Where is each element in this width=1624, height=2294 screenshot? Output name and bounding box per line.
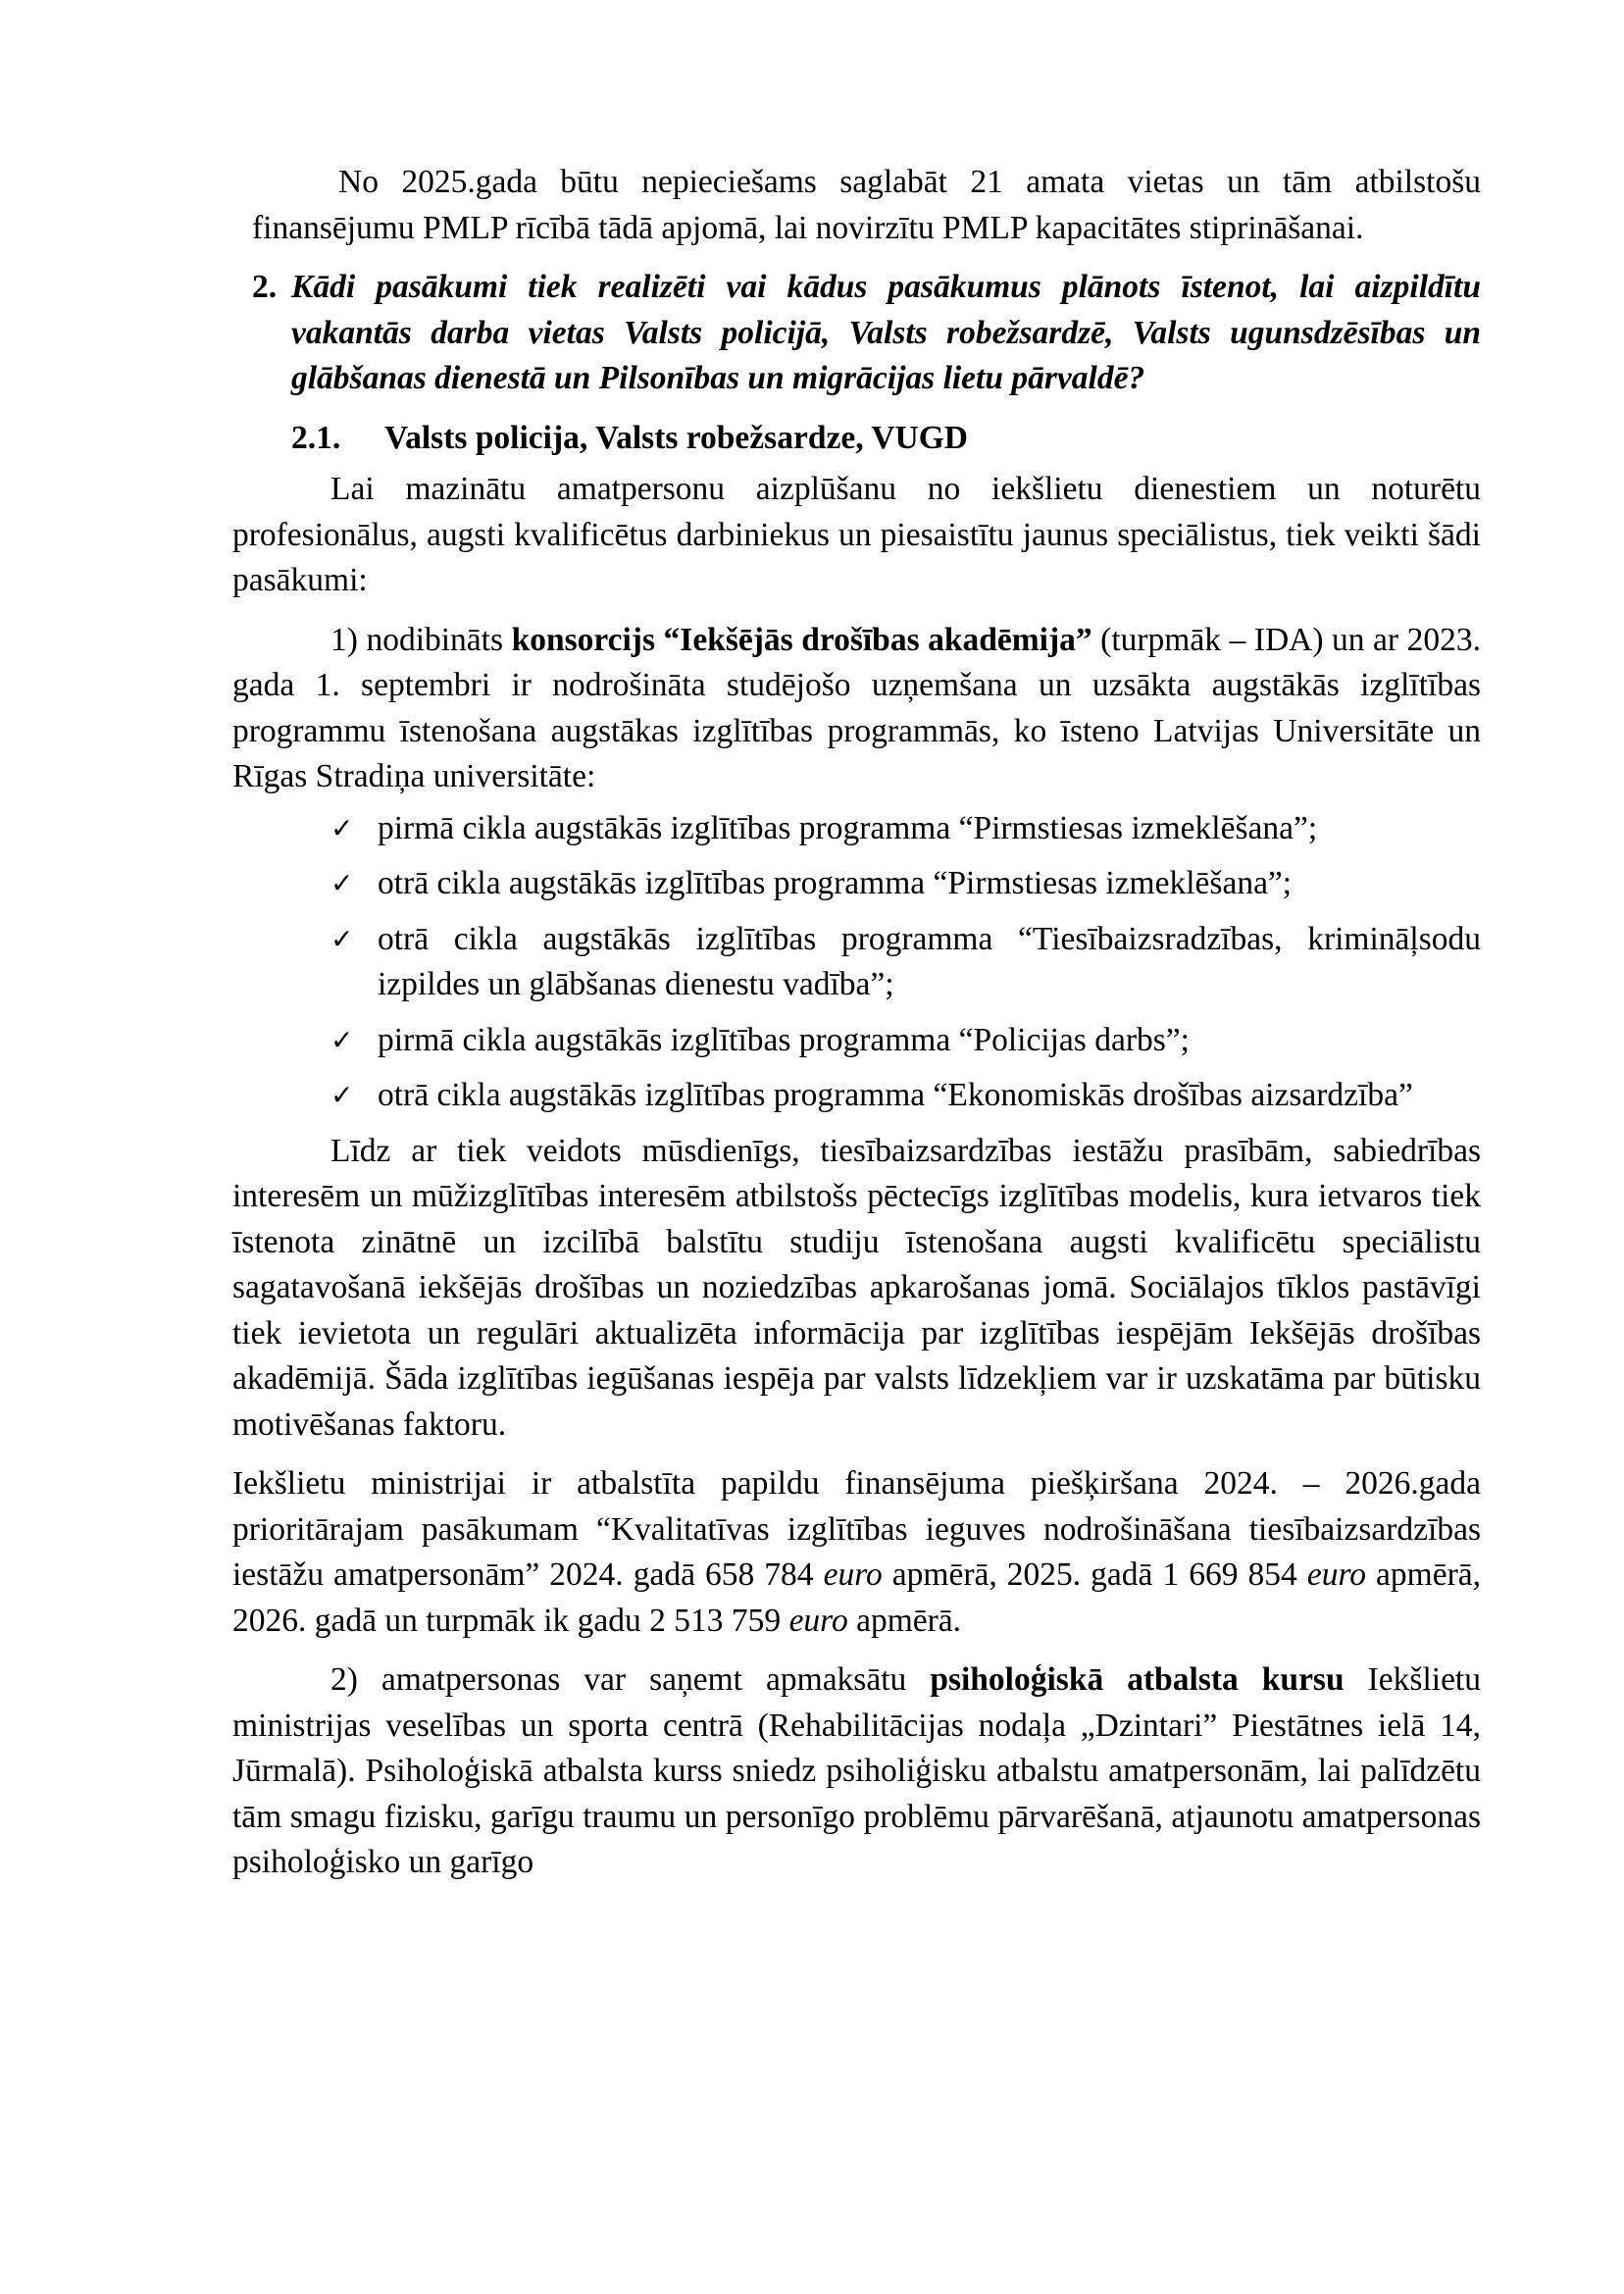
- list-item: [232, 1018, 1481, 1064]
- question-heading: [232, 265, 1481, 402]
- measure-1-prefix: 1) nodibināts: [330, 621, 512, 658]
- list-item: [232, 1073, 1481, 1119]
- checkmark-icon: ✓: [330, 811, 354, 844]
- checkmark-icon: ✓: [330, 1023, 354, 1056]
- currency-label: euro: [1306, 1556, 1367, 1593]
- currency-label: euro: [788, 1602, 848, 1639]
- funding-paragraph: [232, 1461, 1481, 1644]
- measure-2-prefix: 2) amatpersonas var saņemt apmaksātu: [330, 1661, 931, 1698]
- checkmark-icon: ✓: [330, 922, 354, 955]
- checkmark-icon: ✓: [330, 1079, 354, 1111]
- program-list: [232, 806, 1481, 1119]
- program-text: otrā cikla augstākās izglītības programma “Ekonomiskās drošības aizsardzība”: [378, 1077, 1413, 1113]
- program-text: otrā cikla augstākās izglītības programma “Pirmstiesas izmeklēšana”;: [378, 865, 1293, 901]
- subsection-number: 2.1.: [291, 419, 341, 456]
- program-text: pirmā cikla augstākās izglītības programma “Policijas darbs”;: [378, 1021, 1190, 1058]
- funding-text-2: apmērā, 2025. gadā 1 669 854: [882, 1556, 1307, 1593]
- subsection-heading: [232, 416, 1481, 462]
- checkmark-icon: ✓: [330, 867, 354, 899]
- program-text: pirmā cikla augstākās izglītības programma “Pirmstiesas izmeklēšana”;: [378, 809, 1318, 846]
- model-paragraph: Līdz ar tiek veidots mūsdienīgs, tiesībaizsardzības iestāžu prasībām, sabiedrības interesēm un mūžizglītības interesēm atbilstošs pēctecīgs izglītības modelis, kura ietvaros tiek īstenota zinātnē un izcilībā balstītu studiju īstenošana augsti kvalificētu speciālistu sagatavošanā iekšējās drošības un noziedzības apkarošanas jomā. Sociālajos tīklos pastāvīgi tiek ievietota un regulāri aktualizēta informācija par izglītības iespējām Iekšējās drošības akadēmijā. Šāda izglītības iegūšanas iespēja par valsts līdzekļiem var ir uzskatāma par būtisku motivēšanas faktoru.: [232, 1132, 1481, 1443]
- measure-1-bold: konsorcijs “Iekšējās drošības akadēmija”: [511, 621, 1092, 658]
- list-item: [232, 917, 1481, 1008]
- document-page: [232, 160, 1481, 1886]
- measure-1-paragraph: [232, 618, 1481, 800]
- measures-intro-paragraph: Lai mazinātu amatpersonu aizplūšanu no iekšlietu dienestiem un noturētu profesionālus, augsti kvalificētus darbiniekus un piesaistītu jaunus speciālistus, tiek veikti šādi pasākumi:: [232, 471, 1481, 598]
- funding-text-3: apmērā, 2026. gadā un turpmāk ik gadu 2 513 759: [232, 1556, 1481, 1639]
- measure-2-paragraph: [232, 1657, 1481, 1886]
- measure-2-suffix: Iekšlietu ministrijas veselības un sporta centrā (Rehabilitācijas nodaļa „Dzintari” Piestātnes ielā 14, Jūrmalā). Psiholoģiskā atbalsta kurss sniedz psiholiģisku atbalstu amatpersonām, lai palīdzētu tām smagu fizisku, garīgu traumu un personīgo problēmu pārvarēšanā, atjaunotu amatpersonas psiholoģisko un garīgo: [232, 1661, 1481, 1880]
- funding-text-4: apmērā.: [847, 1602, 962, 1639]
- list-item: [232, 861, 1481, 907]
- funding-text-1: Iekšlietu ministrijai ir atbalstīta papildu finansējuma piešķiršana 2024. – 2026.gada prioritārajam pasākumam “Kvalitatīvas izglītības ieguves nodrošināšana tiesībaizsardzības iestāžu amatpersonām” 2024. gadā 658 784: [232, 1465, 1481, 1593]
- measure-1-suffix: (turpmāk – IDA) un ar 2023. gada 1. septembri ir nodrošināta studējošo uzņemšana un uzsākta augstākās izglītības programmu īstenošana augstākas izglītības programmās, ko īsteno Latvijas Universitāte un Rīgas Stradiņa universitāte:: [232, 621, 1481, 794]
- question-number: 2.: [252, 269, 278, 305]
- intro-paragraph: No 2025.gada būtu nepieciešams saglabāt 21 amata vietas un tām atbilstošu finansējumu PMLP rīcībā tādā apjomā, lai novirzītu PMLP kapacitātes stiprināšanai.: [252, 164, 1481, 246]
- measure-2-bold: psiholoģiskā atbalsta kursu: [930, 1661, 1345, 1698]
- list-item: [232, 806, 1481, 852]
- subsection-title: Valsts policija, Valsts robežsardze, VUGD: [384, 419, 968, 456]
- currency-label: euro: [823, 1556, 883, 1593]
- question-text: Kādi pasākumi tiek realizēti vai kādus pasākumus plānots īstenot, lai aizpildītu vakantās darba vietas Valsts policijā, Valsts robežsardzē, Valsts ugunsdzēsības un glābšanas dienestā un Pilsonības un migrācijas lietu pārvaldē?: [291, 269, 1481, 396]
- program-text: otrā cikla augstākās izglītības programma “Tiesībaizsradzības, krimināļsodu izpildes un glābšanas dienestu vadība”;: [378, 920, 1481, 1002]
